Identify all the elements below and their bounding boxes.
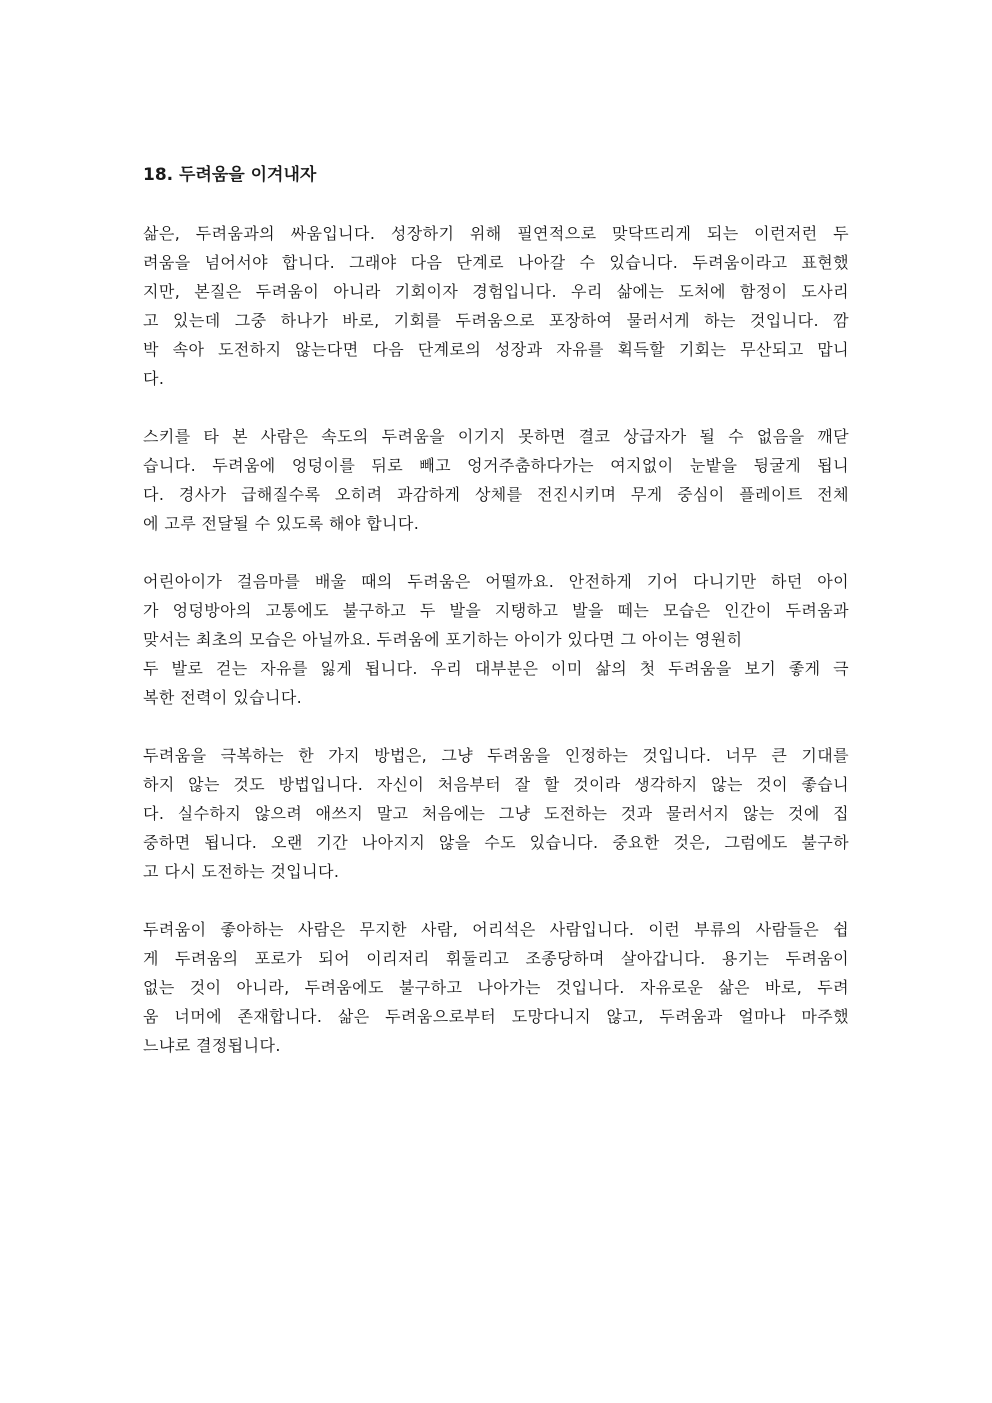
text-line: 게 두려움의 포로가 되어 이리저리 휘둘리고 조종당하며 살아갑니다. 용기는 두려움이 xyxy=(143,949,849,968)
text-line: 스키를 타 본 사람은 속도의 두려움을 이기지 못하면 결코 상급자가 될 수 없음을 깨닫 xyxy=(143,427,849,446)
text-line: 다. 실수하지 않으려 애쓰지 말고 처음에는 그냥 도전하는 것과 물러서지 않는 것에 집 xyxy=(143,804,849,823)
text-line: 삶은, 두려움과의 싸움입니다. 성장하기 위해 필연적으로 맞닥뜨리게 되는 이런저런 두 xyxy=(143,224,849,243)
document-page xyxy=(143,160,849,1060)
text-line: 느냐로 결정됩니다. xyxy=(143,1036,281,1055)
page-title: 18. 두려움을 이겨내자 xyxy=(143,165,317,185)
text-line: 습니다. 두려움에 엉덩이를 뒤로 빼고 엉거주춤하다가는 여지없이 눈밭을 뒹굴게 됩니 xyxy=(143,456,849,475)
text-line: 두 발로 걷는 자유를 잃게 됩니다. 우리 대부분은 이미 삶의 첫 두려움을 보기 좋게 극 xyxy=(143,659,849,678)
text-line: 어린아이가 걸음마를 배울 때의 두려움은 어떨까요. 안전하게 기어 다니기만 하던 아이 xyxy=(143,572,849,591)
text-line: 두려움이 좋아하는 사람은 무지한 사람, 어리석은 사람입니다. 이런 부류의 사람들은 쉽 xyxy=(143,920,849,939)
paragraph-1 xyxy=(143,219,849,393)
text-line: 없는 것이 아니라, 두려움에도 불구하고 나아가는 것입니다. 자유로운 삶은 바로, 두려 xyxy=(143,978,849,997)
text-line: 고 다시 도전하는 것입니다. xyxy=(143,862,340,881)
paragraph-5 xyxy=(143,915,849,1060)
paragraph-4 xyxy=(143,741,849,886)
text-line: 가 엉덩방아의 고통에도 불구하고 두 발을 지탱하고 발을 떼는 모습은 인간이 두려움과 xyxy=(143,601,849,620)
text-line: 중하면 됩니다. 오랜 기간 나아지지 않을 수도 있습니다. 중요한 것은, 그럼에도 불구하 xyxy=(143,833,849,852)
text-line: 에 고루 전달될 수 있도록 해야 합니다. xyxy=(143,514,420,533)
text-line: 맞서는 최초의 모습은 아닐까요. 두려움에 포기하는 아이가 있다면 그 아이는 영원히 xyxy=(143,630,743,649)
text-line: 하지 않는 것도 방법입니다. 자신이 처음부터 잘 할 것이라 생각하지 않는 것이 좋습니 xyxy=(143,775,849,794)
text-line: 움 너머에 존재합니다. 삶은 두려움으로부터 도망다니지 않고, 두려움과 얼마나 마주했 xyxy=(143,1007,849,1026)
text-line: 다. 경사가 급해질수록 오히려 과감하게 상체를 전진시키며 무게 중심이 플레이트 전체 xyxy=(143,485,849,504)
text-line: 복한 전력이 있습니다. xyxy=(143,688,303,707)
paragraph-3 xyxy=(143,567,849,712)
text-line: 박 속아 도전하지 않는다면 다음 단계로의 성장과 자유를 획득할 기회는 무산되고 맙니 xyxy=(143,340,849,359)
text-line: 두려움을 극복하는 한 가지 방법은, 그냥 두려움을 인정하는 것입니다. 너무 큰 기대를 xyxy=(143,746,849,765)
text-line: 고 있는데 그중 하나가 바로, 기회를 두려움으로 포장하여 물러서게 하는 것입니다. 깜 xyxy=(143,311,849,330)
text-line: 지만, 본질은 두려움이 아니라 기회이자 경험입니다. 우리 삶에는 도처에 함정이 도사리 xyxy=(143,282,849,301)
text-line: 려움을 넘어서야 합니다. 그래야 다음 단계로 나아갈 수 있습니다. 두려움이라고 표현했 xyxy=(143,253,849,272)
paragraph-2 xyxy=(143,422,849,538)
text-line: 다. xyxy=(143,369,165,388)
